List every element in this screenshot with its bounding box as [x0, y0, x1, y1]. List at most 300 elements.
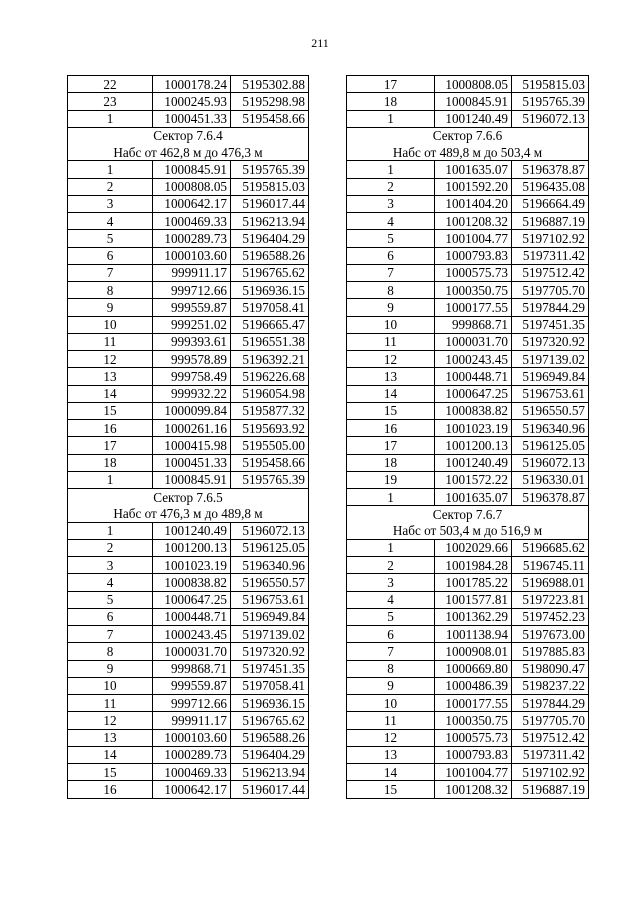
table-row [347, 539, 589, 556]
y-coordinate-cell: 5197311.42 [512, 746, 589, 763]
y-coordinate-cell: 5197320.92 [512, 333, 589, 350]
x-coordinate-cell: 1000642.17 [153, 195, 231, 212]
sector-range: Набс от 462,8 м до 476,3 м [68, 144, 309, 161]
point-number-cell: 7 [347, 643, 435, 660]
point-number-cell: 3 [347, 574, 435, 591]
x-coordinate-cell: 999559.87 [153, 677, 231, 694]
table-row [68, 712, 309, 729]
table-row [68, 93, 309, 110]
x-coordinate-cell: 1000448.71 [435, 368, 512, 385]
x-coordinate-cell: 1000177.55 [435, 299, 512, 316]
table-row [347, 299, 589, 316]
y-coordinate-cell: 5195458.66 [231, 454, 309, 471]
point-number-cell: 23 [68, 93, 153, 110]
point-number-cell: 5 [68, 591, 153, 608]
table-row [347, 230, 589, 247]
x-coordinate-cell: 1000261.16 [153, 420, 231, 437]
point-number-cell: 4 [347, 591, 435, 608]
table-row [347, 161, 589, 178]
y-coordinate-cell: 5196887.19 [512, 213, 589, 230]
table-row [68, 437, 309, 454]
table-row [347, 712, 589, 729]
y-coordinate-cell: 5196213.94 [231, 213, 309, 230]
point-number-cell: 12 [347, 729, 435, 746]
y-coordinate-cell: 5196588.26 [231, 247, 309, 264]
table-row [347, 93, 589, 110]
table-row [68, 677, 309, 694]
x-coordinate-cell: 1000793.83 [435, 247, 512, 264]
sector-title-row [347, 127, 589, 144]
x-coordinate-cell: 999578.89 [153, 351, 231, 368]
x-coordinate-cell: 1000469.33 [153, 764, 231, 781]
x-coordinate-cell: 999393.61 [153, 333, 231, 350]
table-row [347, 781, 589, 798]
table-row [347, 76, 589, 93]
sector-title-row [68, 489, 309, 506]
y-coordinate-cell: 5196404.29 [231, 230, 309, 247]
sector-range-row [347, 523, 589, 540]
x-coordinate-cell: 1001240.49 [435, 110, 512, 127]
point-number-cell: 13 [68, 368, 153, 385]
table-row [347, 677, 589, 694]
x-coordinate-cell: 1001635.07 [435, 161, 512, 178]
y-coordinate-cell: 5196404.29 [231, 746, 309, 763]
point-number-cell: 1 [347, 161, 435, 178]
point-number-cell: 5 [68, 230, 153, 247]
x-coordinate-cell: 1000451.33 [153, 110, 231, 127]
sector-title: Сектор 7.6.6 [347, 127, 589, 144]
table-row [68, 574, 309, 591]
table-row [347, 178, 589, 195]
sector-title: Сектор 7.6.4 [68, 127, 309, 144]
x-coordinate-cell: 1001200.13 [435, 437, 512, 454]
y-coordinate-cell: 5197058.41 [231, 677, 309, 694]
x-coordinate-cell: 1000845.91 [153, 471, 231, 488]
y-coordinate-cell: 5196936.15 [231, 695, 309, 712]
y-coordinate-cell: 5196664.49 [512, 195, 589, 212]
x-coordinate-cell: 1000669.80 [435, 660, 512, 677]
x-coordinate-cell: 1000031.70 [435, 333, 512, 350]
table-row [68, 591, 309, 608]
x-coordinate-cell: 1001208.32 [435, 781, 512, 798]
y-coordinate-cell: 5197512.42 [512, 264, 589, 281]
x-coordinate-cell: 999868.71 [435, 316, 512, 333]
table-row [68, 626, 309, 643]
table-row [68, 746, 309, 763]
y-coordinate-cell: 5196765.62 [231, 264, 309, 281]
sector-range: Набс от 503,4 м до 516,9 м [347, 523, 589, 540]
table-row [347, 574, 589, 591]
table-row [347, 420, 589, 437]
table-row [68, 333, 309, 350]
x-coordinate-cell: 1001004.77 [435, 230, 512, 247]
table-row [347, 489, 589, 506]
y-coordinate-cell: 5195877.32 [231, 402, 309, 419]
y-coordinate-cell: 5196665.47 [231, 316, 309, 333]
x-coordinate-cell: 1001635.07 [435, 489, 512, 506]
point-number-cell: 13 [347, 368, 435, 385]
x-coordinate-cell: 1001404.20 [435, 195, 512, 212]
x-coordinate-cell: 1000451.33 [153, 454, 231, 471]
point-number-cell: 6 [347, 626, 435, 643]
x-coordinate-cell: 1000575.73 [435, 729, 512, 746]
x-coordinate-cell: 1000243.45 [153, 626, 231, 643]
table-row [68, 729, 309, 746]
point-number-cell: 9 [347, 299, 435, 316]
y-coordinate-cell: 5196017.44 [231, 195, 309, 212]
point-number-cell: 13 [68, 729, 153, 746]
table-row [68, 781, 309, 798]
point-number-cell: 14 [347, 764, 435, 781]
table-row [347, 557, 589, 574]
sector-title-row [347, 506, 589, 523]
table-row [68, 230, 309, 247]
table-row [68, 282, 309, 299]
y-coordinate-cell: 5197844.29 [512, 299, 589, 316]
table-row [68, 471, 309, 488]
point-number-cell: 15 [347, 781, 435, 798]
x-coordinate-cell: 1000808.05 [153, 178, 231, 195]
y-coordinate-cell: 5196378.87 [512, 489, 589, 506]
table-row [68, 454, 309, 471]
point-number-cell: 12 [347, 351, 435, 368]
y-coordinate-cell: 5196340.96 [231, 557, 309, 574]
x-coordinate-cell: 1002029.66 [435, 539, 512, 556]
point-number-cell: 10 [68, 316, 153, 333]
x-coordinate-cell: 1000245.93 [153, 93, 231, 110]
y-coordinate-cell: 5197705.70 [512, 282, 589, 299]
x-coordinate-cell: 1000575.73 [435, 264, 512, 281]
table-row [347, 471, 589, 488]
point-number-cell: 10 [68, 677, 153, 694]
table-row [347, 591, 589, 608]
point-number-cell: 2 [347, 178, 435, 195]
point-number-cell: 14 [68, 385, 153, 402]
y-coordinate-cell: 5196392.21 [231, 351, 309, 368]
x-coordinate-cell: 1000845.91 [435, 93, 512, 110]
table-row [68, 247, 309, 264]
table-row [68, 316, 309, 333]
table-row [68, 195, 309, 212]
y-coordinate-cell: 5197139.02 [512, 351, 589, 368]
left-coordinates-table [67, 75, 309, 799]
sector-range-row [68, 144, 309, 161]
table-row [347, 213, 589, 230]
x-coordinate-cell: 999932.22 [153, 385, 231, 402]
table-row [347, 402, 589, 419]
table-row [68, 695, 309, 712]
table-row [347, 110, 589, 127]
y-coordinate-cell: 5196340.96 [512, 420, 589, 437]
y-coordinate-cell: 5195815.03 [231, 178, 309, 195]
point-number-cell: 2 [347, 557, 435, 574]
x-coordinate-cell: 1001362.29 [435, 608, 512, 625]
point-number-cell: 1 [68, 161, 153, 178]
y-coordinate-cell: 5197844.29 [512, 695, 589, 712]
point-number-cell: 14 [347, 385, 435, 402]
point-number-cell: 7 [68, 264, 153, 281]
point-number-cell: 17 [347, 437, 435, 454]
y-coordinate-cell: 5197058.41 [231, 299, 309, 316]
point-number-cell: 3 [347, 195, 435, 212]
point-number-cell: 2 [68, 539, 153, 556]
table-row [347, 351, 589, 368]
x-coordinate-cell: 999911.17 [153, 712, 231, 729]
table-row [347, 385, 589, 402]
x-coordinate-cell: 1000838.82 [153, 574, 231, 591]
y-coordinate-cell: 5195765.39 [231, 161, 309, 178]
table-row [68, 764, 309, 781]
table-row [68, 608, 309, 625]
y-coordinate-cell: 5196213.94 [231, 764, 309, 781]
sector-title: Сектор 7.6.5 [68, 489, 309, 506]
table-row [347, 608, 589, 625]
y-coordinate-cell: 5196017.44 [231, 781, 309, 798]
point-number-cell: 1 [347, 539, 435, 556]
y-coordinate-cell: 5195765.39 [512, 93, 589, 110]
point-number-cell: 15 [68, 764, 153, 781]
y-coordinate-cell: 5196072.13 [231, 522, 309, 539]
x-coordinate-cell: 1001004.77 [435, 764, 512, 781]
y-coordinate-cell: 5195302.88 [231, 76, 309, 93]
point-number-cell: 4 [68, 213, 153, 230]
y-coordinate-cell: 5195765.39 [231, 471, 309, 488]
x-coordinate-cell: 999559.87 [153, 299, 231, 316]
y-coordinate-cell: 5197139.02 [231, 626, 309, 643]
point-number-cell: 8 [347, 282, 435, 299]
table-row [347, 195, 589, 212]
x-coordinate-cell: 999251.02 [153, 316, 231, 333]
table-row [68, 420, 309, 437]
point-number-cell: 3 [68, 557, 153, 574]
y-coordinate-cell: 5196745.11 [512, 557, 589, 574]
table-row [347, 643, 589, 660]
x-coordinate-cell: 1001200.13 [153, 539, 231, 556]
x-coordinate-cell: 1000178.24 [153, 76, 231, 93]
point-number-cell: 1 [347, 110, 435, 127]
x-coordinate-cell: 1000486.39 [435, 677, 512, 694]
y-coordinate-cell: 5196949.84 [231, 608, 309, 625]
y-coordinate-cell: 5196378.87 [512, 161, 589, 178]
point-number-cell: 1 [347, 489, 435, 506]
table-row [347, 764, 589, 781]
point-number-cell: 18 [347, 93, 435, 110]
y-coordinate-cell: 5197673.00 [512, 626, 589, 643]
sector-range-row [347, 144, 589, 161]
y-coordinate-cell: 5197223.81 [512, 591, 589, 608]
table-row [68, 213, 309, 230]
table-row [68, 76, 309, 93]
point-number-cell: 11 [68, 695, 153, 712]
point-number-cell: 2 [68, 178, 153, 195]
y-coordinate-cell: 5196753.61 [231, 591, 309, 608]
x-coordinate-cell: 1001023.19 [435, 420, 512, 437]
point-number-cell: 19 [347, 471, 435, 488]
x-coordinate-cell: 1000415.98 [153, 437, 231, 454]
table-row [68, 299, 309, 316]
x-coordinate-cell: 999911.17 [153, 264, 231, 281]
y-coordinate-cell: 5195815.03 [512, 76, 589, 93]
y-coordinate-cell: 5196054.98 [231, 385, 309, 402]
point-number-cell: 1 [68, 110, 153, 127]
y-coordinate-cell: 5198090.47 [512, 660, 589, 677]
y-coordinate-cell: 5197451.35 [231, 660, 309, 677]
table-row [68, 643, 309, 660]
table-row [347, 333, 589, 350]
point-number-cell: 5 [347, 608, 435, 625]
x-coordinate-cell: 1000177.55 [435, 695, 512, 712]
x-coordinate-cell: 1000647.25 [153, 591, 231, 608]
x-coordinate-cell: 1000350.75 [435, 712, 512, 729]
x-coordinate-cell: 1000908.01 [435, 643, 512, 660]
x-coordinate-cell: 1001208.32 [435, 213, 512, 230]
sector-range-row [68, 505, 309, 522]
y-coordinate-cell: 5196685.62 [512, 539, 589, 556]
y-coordinate-cell: 5196125.05 [512, 437, 589, 454]
point-number-cell: 15 [68, 402, 153, 419]
point-number-cell: 7 [68, 626, 153, 643]
table-row [347, 316, 589, 333]
x-coordinate-cell: 1000448.71 [153, 608, 231, 625]
y-coordinate-cell: 5196765.62 [231, 712, 309, 729]
table-row [347, 746, 589, 763]
point-number-cell: 12 [68, 351, 153, 368]
y-coordinate-cell: 5195693.92 [231, 420, 309, 437]
point-number-cell: 11 [347, 333, 435, 350]
table-row [68, 402, 309, 419]
sector-title-row [68, 127, 309, 144]
point-number-cell: 9 [347, 677, 435, 694]
x-coordinate-cell: 1000838.82 [435, 402, 512, 419]
x-coordinate-cell: 1001240.49 [435, 454, 512, 471]
x-coordinate-cell: 1000642.17 [153, 781, 231, 798]
x-coordinate-cell: 1001592.20 [435, 178, 512, 195]
point-number-cell: 7 [347, 264, 435, 281]
y-coordinate-cell: 5197451.35 [512, 316, 589, 333]
point-number-cell: 10 [347, 316, 435, 333]
y-coordinate-cell: 5196125.05 [231, 539, 309, 556]
y-coordinate-cell: 5196072.13 [512, 110, 589, 127]
y-coordinate-cell: 5196550.57 [512, 402, 589, 419]
table-row [347, 282, 589, 299]
point-number-cell: 9 [68, 660, 153, 677]
x-coordinate-cell: 1001138.94 [435, 626, 512, 643]
point-number-cell: 6 [68, 247, 153, 264]
point-number-cell: 11 [68, 333, 153, 350]
x-coordinate-cell: 1001577.81 [435, 591, 512, 608]
y-coordinate-cell: 5196936.15 [231, 282, 309, 299]
point-number-cell: 8 [347, 660, 435, 677]
y-coordinate-cell: 5197705.70 [512, 712, 589, 729]
x-coordinate-cell: 1001572.22 [435, 471, 512, 488]
x-coordinate-cell: 1000289.73 [153, 230, 231, 247]
x-coordinate-cell: 999758.49 [153, 368, 231, 385]
y-coordinate-cell: 5196949.84 [512, 368, 589, 385]
point-number-cell: 9 [68, 299, 153, 316]
x-coordinate-cell: 1000103.60 [153, 729, 231, 746]
point-number-cell: 13 [347, 746, 435, 763]
x-coordinate-cell: 1001785.22 [435, 574, 512, 591]
point-number-cell: 6 [347, 247, 435, 264]
point-number-cell: 6 [68, 608, 153, 625]
x-coordinate-cell: 1000099.84 [153, 402, 231, 419]
point-number-cell: 11 [347, 712, 435, 729]
x-coordinate-cell: 1000031.70 [153, 643, 231, 660]
table-row [68, 351, 309, 368]
point-number-cell: 12 [68, 712, 153, 729]
table-row [68, 539, 309, 556]
y-coordinate-cell: 5196551.38 [231, 333, 309, 350]
x-coordinate-cell: 1000350.75 [435, 282, 512, 299]
y-coordinate-cell: 5195298.98 [231, 93, 309, 110]
point-number-cell: 22 [68, 76, 153, 93]
table-row [68, 522, 309, 539]
table-row [68, 557, 309, 574]
point-number-cell: 18 [68, 454, 153, 471]
y-coordinate-cell: 5196072.13 [512, 454, 589, 471]
point-number-cell: 16 [347, 420, 435, 437]
point-number-cell: 17 [68, 437, 153, 454]
point-number-cell: 1 [68, 471, 153, 488]
point-number-cell: 16 [68, 420, 153, 437]
table-row [68, 368, 309, 385]
y-coordinate-cell: 5196435.08 [512, 178, 589, 195]
x-coordinate-cell: 1001240.49 [153, 522, 231, 539]
sector-range: Набс от 489,8 м до 503,4 м [347, 144, 589, 161]
table-row [68, 660, 309, 677]
x-coordinate-cell: 1000243.45 [435, 351, 512, 368]
right-coordinates-table [346, 75, 589, 799]
y-coordinate-cell: 5197452.23 [512, 608, 589, 625]
y-coordinate-cell: 5196887.19 [512, 781, 589, 798]
y-coordinate-cell: 5196753.61 [512, 385, 589, 402]
point-number-cell: 3 [68, 195, 153, 212]
x-coordinate-cell: 1000808.05 [435, 76, 512, 93]
y-coordinate-cell: 5196550.57 [231, 574, 309, 591]
table-row [347, 729, 589, 746]
y-coordinate-cell: 5197102.92 [512, 764, 589, 781]
table-row [68, 110, 309, 127]
table-row [347, 368, 589, 385]
point-number-cell: 4 [68, 574, 153, 591]
table-row [68, 178, 309, 195]
point-number-cell: 5 [347, 230, 435, 247]
y-coordinate-cell: 5197320.92 [231, 643, 309, 660]
y-coordinate-cell: 5196330.01 [512, 471, 589, 488]
table-row [68, 264, 309, 281]
table-row [68, 385, 309, 402]
table-row [347, 437, 589, 454]
point-number-cell: 10 [347, 695, 435, 712]
table-row [347, 626, 589, 643]
table-row [68, 161, 309, 178]
point-number-cell: 8 [68, 643, 153, 660]
table-row [347, 247, 589, 264]
x-coordinate-cell: 1001023.19 [153, 557, 231, 574]
y-coordinate-cell: 5195505.00 [231, 437, 309, 454]
table-row [347, 264, 589, 281]
y-coordinate-cell: 5197512.42 [512, 729, 589, 746]
x-coordinate-cell: 1000793.83 [435, 746, 512, 763]
x-coordinate-cell: 1000469.33 [153, 213, 231, 230]
x-coordinate-cell: 999868.71 [153, 660, 231, 677]
y-coordinate-cell: 5198237.22 [512, 677, 589, 694]
x-coordinate-cell: 1000289.73 [153, 746, 231, 763]
table-row [347, 454, 589, 471]
y-coordinate-cell: 5197311.42 [512, 247, 589, 264]
point-number-cell: 15 [347, 402, 435, 419]
x-coordinate-cell: 999712.66 [153, 282, 231, 299]
